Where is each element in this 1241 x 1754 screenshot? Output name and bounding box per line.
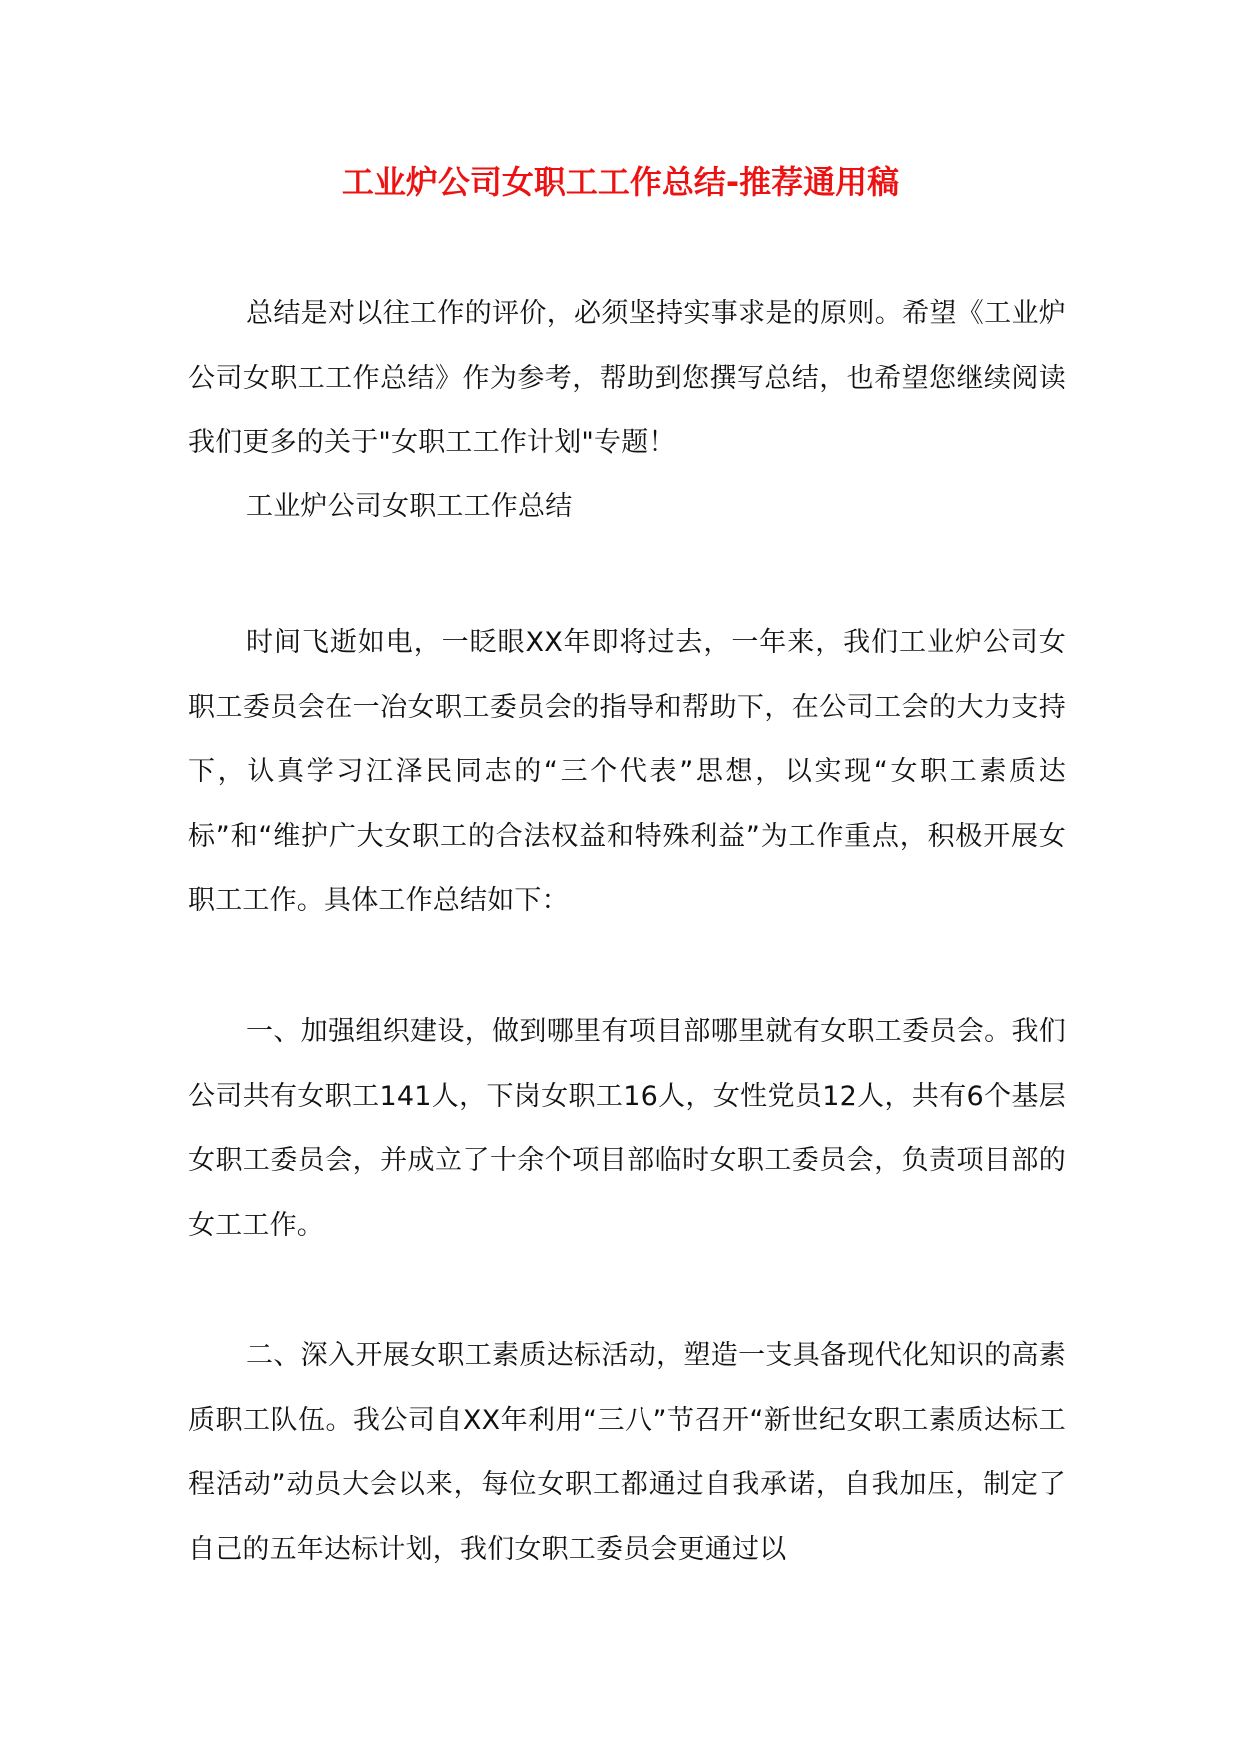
section-subtitle: 工业炉公司女职工工作总结 [246, 491, 573, 522]
section-one-paragraph: 一、加强组织建设，做到哪里有项目部哪里就有女职工委员会。我们公司共有女职工141人，下岗女职工16人，女性党员12人，共有6个基层女职工委员会，并成立了十余个项目部临时女职工委员会，负责项目部的女工工作。 [188, 1016, 1066, 1241]
opening-paragraph: 时间飞逝如电，一眨眼XX年即将过去，一年来，我们工业炉公司女职工委员会在一冶女职工委员会的指导和帮助下，在公司工会的大力支持下，认真学习江泽民同志的“三个代表”思想，以实现“女职工素质达标”和“维护广大女职工的合法权益和特殊利益”为工作重点，积极开展女职工工作。具体工作总结如下： [188, 627, 1066, 916]
section-two-paragraph: 二、深入开展女职工素质达标活动，塑造一支具备现代化知识的高素质职工队伍。我公司自XX年利用“三八”节召开“新世纪女职工素质达标工程活动”动员大会以来，每位女职工都通过自我承诺，自我加压，制定了自己的五年达标计划，我们女职工委员会更通过以 [188, 1340, 1066, 1565]
document-title: 工业炉公司女职工工作总结-推荐通用稿 [341, 163, 900, 201]
intro-paragraph: 总结是对以往工作的评价，必须坚持实事求是的原则。希望《工业炉公司女职工工作总结》作为参考，帮助到您撰写总结，也希望您继续阅读我们更多的关于"女职工工作计划"专题！ [188, 298, 1066, 458]
